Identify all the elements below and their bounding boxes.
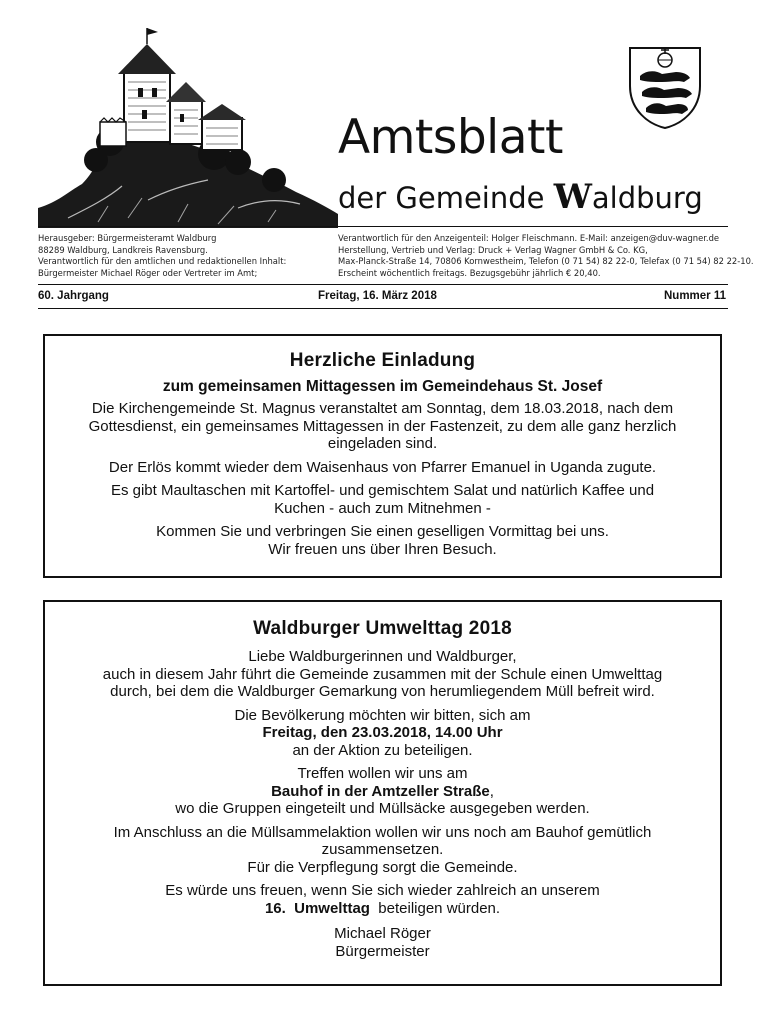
notice-paragraph: [45, 482, 720, 517]
notice-paragraph: [45, 648, 720, 701]
signature-block: [45, 925, 720, 960]
text-line: Treffen wollen wir uns am: [297, 765, 468, 782]
notice-paragraph: [45, 824, 720, 877]
masthead-subtitle: [338, 177, 703, 217]
issue-date: Freitag, 16. März 2018: [318, 290, 437, 302]
text-line: Für die Verpflegung sorgt die Gemeinde.: [247, 858, 518, 876]
imprint-line: Herstellung, Vertrieb und Verlag: Druck + Verlag Wagner GmbH & Co. KG,: [338, 244, 648, 255]
text-line: zusammensetzen.: [321, 841, 444, 858]
notice-heading: Waldburger Umwelttag 2018: [253, 618, 512, 639]
signature-name: Michael Röger: [334, 925, 431, 942]
text-line: Wir freuen uns über Ihren Besuch.: [268, 540, 497, 558]
notice-paragraph: [45, 707, 720, 760]
text-line: Im Anschluss an die Müllsammelaktion wollen wir uns noch am Bauhof gemütlich: [113, 823, 652, 841]
text-line: Liebe Waldburgerinnen und Waldburger,: [248, 648, 517, 665]
event-edition: 16. Umwelttag: [264, 899, 370, 917]
imprint-line: Herausgeber: Bürgermeisteramt Waldburg: [38, 233, 217, 243]
notice-environment-day: [43, 600, 722, 986]
notice-invitation: [43, 334, 722, 578]
coat-of-arms-icon: [626, 38, 704, 130]
notice-paragraph: [45, 882, 720, 917]
notice-heading: Herzliche Einladung: [289, 350, 476, 371]
notice-paragraph: [45, 523, 720, 558]
notice-paragraph: [45, 400, 720, 453]
text-line: Kuchen - auch zum Mitnehmen -: [274, 499, 491, 517]
text-line: Es würde uns freuen, wenn Sie sich wieder zahlreich an unserem: [165, 882, 600, 899]
imprint-line: 88289 Waldburg, Landkreis Ravensburg.: [38, 244, 208, 255]
text-line: wo die Gruppen eingeteilt und Müllsäcke ausgegeben werden.: [175, 800, 590, 817]
subtitle-rest: aldburg: [591, 181, 703, 215]
signature-title: Bürgermeister: [335, 942, 430, 960]
text-line: Die Kirchengemeinde St. Magnus veranstaltet am Sonntag, dem 18.03.2018, nach dem: [91, 400, 674, 417]
notice-paragraph: [45, 459, 720, 477]
meta-rule-top: [38, 284, 728, 285]
issue-number: Nummer 11: [663, 290, 726, 302]
text-line: Der Erlös kommt wieder dem Waisenhaus von Pfarrer Emanuel in Uganda zugute.: [108, 458, 657, 476]
masthead-title: Amtsblatt: [338, 110, 563, 165]
notice-paragraph: [45, 765, 720, 818]
header-rule: [38, 226, 728, 227]
text-line: an der Aktion zu beteiligen.: [292, 741, 473, 759]
imprint-line: Bürgermeister Michael Röger oder Vertreter im Amt;: [38, 267, 258, 278]
text-line: Gottesdienst, ein gemeinsames Mittagessen in der Fastenzeit, zu dem alle ganz herzlich: [88, 417, 677, 435]
subtitle-prefix: der Gemeinde: [338, 181, 554, 215]
text-line: durch, bei dem die Waldburger Gemarkung von herumliegendem Müll befreit wird.: [110, 683, 655, 700]
imprint-line: Erscheint wöchentlich freitags. Bezugsgebühr jährlich € 20,40.: [338, 267, 601, 278]
meeting-place: Bauhof in der Amtzeller Straße: [271, 782, 490, 800]
subtitle-initial: W: [553, 177, 592, 217]
text-line: Es gibt Maultaschen mit Kartoffel- und gemischtem Salat und natürlich Kaffee und: [110, 482, 655, 499]
imprint-line: Verantwortlich für den amtlichen und redaktionellen Inhalt:: [38, 256, 287, 267]
castle-illustration: [38, 22, 338, 228]
text-punct: ,: [489, 782, 494, 800]
notice-subheading: zum gemeinsamen Mittagessen im Gemeindehaus St. Josef: [162, 378, 603, 395]
imprint-left: [38, 233, 286, 279]
volume-label: 60. Jahrgang: [38, 290, 109, 302]
text-line: Die Bevölkerung möchten wir bitten, sich am: [234, 706, 531, 724]
imprint-line: Max-Planck-Straße 14, 70806 Kornwestheim, Telefon (0 71 54) 82 22-0, Telefax (0 71 54) 82 22-10.: [338, 256, 754, 267]
meta-rule-bottom: [38, 308, 728, 309]
text-line: Kommen Sie und verbringen Sie einen geselligen Vormittag bei uns.: [156, 523, 609, 540]
text-line: beteiligen würden.: [369, 899, 501, 917]
imprint-right: [338, 233, 754, 279]
event-datetime: Freitag, den 23.03.2018, 14.00 Uhr: [262, 724, 503, 741]
imprint-line: Verantwortlich für den Anzeigenteil: Holger Fleischmann. E-Mail: anzeigen@duv-wagner.de: [338, 233, 720, 243]
text-line: auch in diesem Jahr führt die Gemeinde zusammen mit der Schule einen Umwelttag: [102, 665, 663, 683]
text-line: eingeladen sind.: [327, 435, 438, 452]
